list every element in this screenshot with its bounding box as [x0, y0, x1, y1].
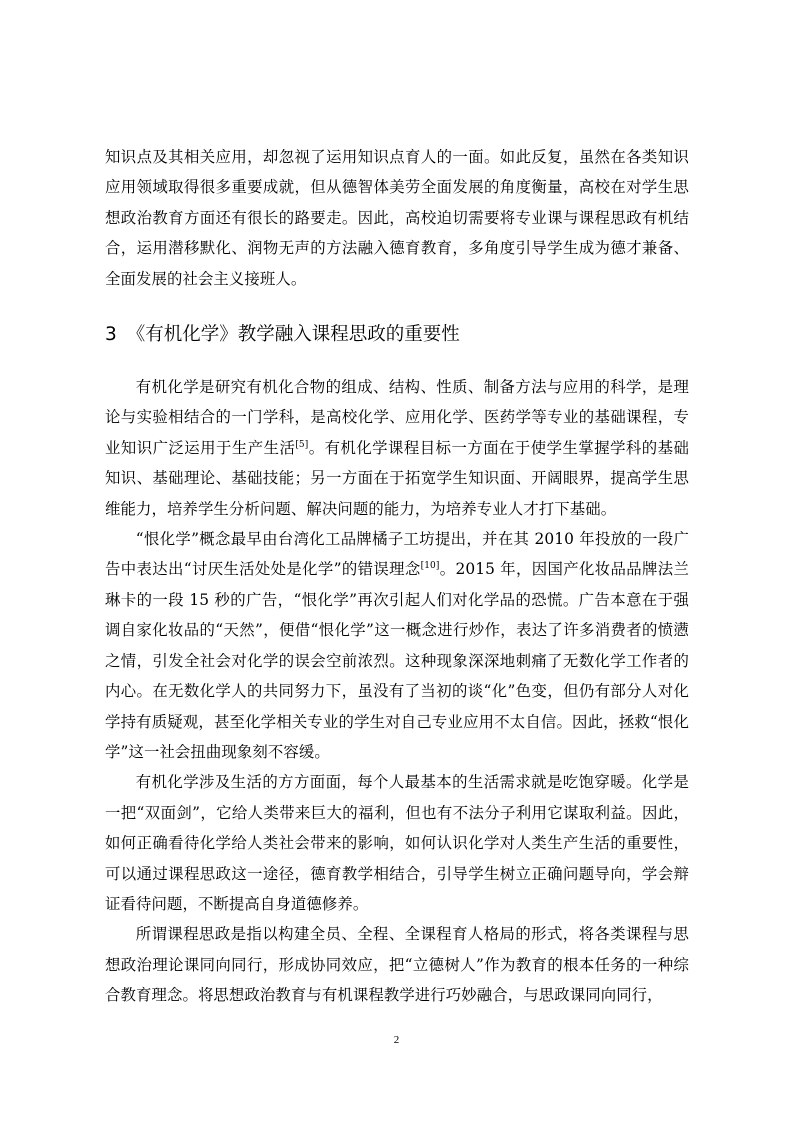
- paragraph-1: [105, 372, 689, 524]
- paragraph-2-text-b: 。2015 年，因国产化妆品品牌法兰琳卡的一段 15 秒的广告，“恨化学”再次引起人们对化学品的恐慌。广告本意在于强调自家化妆品的“天然”，便借“恨化学”这一概念进行炒作，表达了许多消费者的愤懑之情，引发全社会对化学的误会空前浓烈。这种现象深深地刺痛了无数化学工作者的内心。在无数化学人的共同努力下，虽没有了当初的谈“化”色变，但仍有部分人对化学持有质疑观，甚至化学相关专业的学生对自己专业应用不太自信。因此，拯救“恨化学”这一社会扭曲现象刻不容缓。: [105, 560, 689, 761]
- page-content: [105, 142, 689, 1011]
- paragraph-intro: 知识点及其相关应用，却忽视了运用知识点育人的一面。如此反复，虽然在各类知识应用领域取得很多重要成就，但从德智体美劳全面发展的角度衡量，高校在对学生思想政治教育方面还有很长的路要走。因此，高校迫切需要将专业课与课程思政有机结合，运用潜移默化、润物无声的方法融入德育教育，多角度引导学生成为德才兼备、全面发展的社会主义接班人。: [105, 148, 689, 288]
- spacer: [105, 350, 689, 372]
- citation-5: [5]: [295, 439, 309, 450]
- section-heading: [105, 320, 689, 350]
- citation-10: [10]: [420, 561, 440, 572]
- paragraph-2: [105, 524, 689, 767]
- paragraph-3: 有机化学涉及生活的方方面面，每个人最基本的生活需求就是吃饱穿暖。化学是一把“双面剑”，它给人类带来巨大的福利，但也有不法分子利用它谋取利益。因此，如何正确看待化学给人类社会带来的影响，如何认识化学对人类生产生活的重要性，可以通过课程思政这一途径，德育教学相结合，引导学生树立正确问题导向，学会辩证看待问题，不断提高自身道德修养。: [105, 773, 689, 913]
- paragraph-1-text-a: 有机化学是研究有机化合物的组成、结构、性质、制备方法与应用的科学，是理论与实验相结合的一门学科，是高校化学、应用化学、医药学等专业的基础课程，专业知识广泛运用于生产生活: [105, 378, 689, 457]
- section-number: 3: [105, 324, 117, 346]
- section-title: 《有机化学》教学融入课程思政的重要性: [126, 324, 460, 346]
- paragraph-1-text-b: 。有机化学课程目标一方面在于使学生掌握学科的基础知识、基础理论、基础技能；另一方面在于拓宽学生知识面、开阔眼界，提高学生思维能力，培养学生分析问题、解决问题的能力，为培养专业人才打下基础。: [105, 438, 689, 518]
- spacer: [105, 294, 689, 320]
- paragraph-2-text-a: “恨化学”概念最早由台湾化工品牌橘子工坊提出，并在其 2010 年投放的一段广告中表达出“讨厌生活处处是化学”的错误理念: [105, 530, 689, 579]
- page-number: 2: [393, 1034, 400, 1046]
- paragraph-4: 所谓课程思政是指以构建全员、全程、全课程育人格局的形式，将各类课程与思想政治理论课同向同行，形成协同效应，把“立德树人”作为教育的根本任务的一种综合教育理念。将思想政治教育与有机课程教学进行巧妙融合，与思政课同向同行，: [105, 925, 689, 1005]
